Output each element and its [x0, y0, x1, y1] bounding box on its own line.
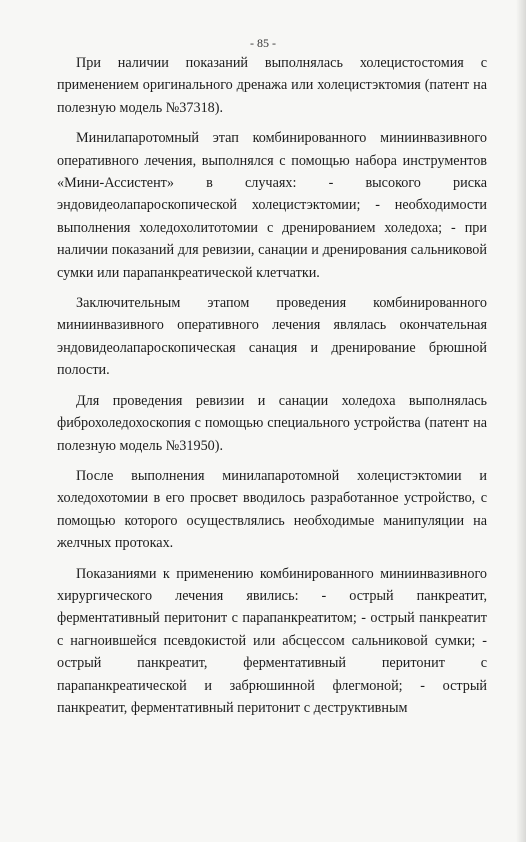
paragraph-text: Минилапаротомный этап комбинированного миниинвазивного оперативного лечения, выполнялся с помощью набора инструментов «Мини-Ассистент» в случаях: - высокого риска эндовидеолапароскопической холецистэктомии; - необходимости выполнения холедохолитотомии с дренированием холедоха; - при наличии показаний для ревизии, санации и дренирования сальниковой сумки или парапанкреатической клетчатки. — [57, 130, 487, 281]
paragraph — [57, 563, 487, 720]
paragraph-text: Показаниями к применению комбинированного миниинвазивного хирургического лечения явились: - острый панкреатит, ферментативный перитонит с парапанкреатитом; - острый панкреатит с нагноившейся псевдокистой или абсцессом сальниковой сумки; - острый панкреатит, ферментативный перитонит с парапанкреатической и забрюшинной флегмоной; - острый панкреатит, ферментативный перитонит с деструктивным — [57, 565, 487, 716]
paragraph — [57, 52, 487, 119]
paragraph-text: После выполнения минилапаротомной холецистэктомии и холедохотомии в его просвет вводилось разработанное устройство, с помощью которого осуществлялись необходимые манипуляции на желчных протоках. — [57, 467, 487, 552]
paragraph — [57, 465, 487, 555]
paragraph — [57, 127, 487, 284]
scan-edge-shadow — [516, 0, 526, 842]
document-body — [57, 52, 487, 719]
page-number: - 85 - — [250, 36, 276, 50]
paragraph-text: При наличии показаний выполнялась холецистостомия с применением оригинального дренажа или холецистэктомия (патент на полезную модель №37318). — [57, 55, 487, 116]
paragraph-text: Заключительным этапом проведения комбинированного миниинвазивного оперативного лечения являлась окончательная эндовидеолапароскопическая санация и дренирование брюшной полости. — [57, 295, 487, 379]
paragraph-text: Для проведения ревизии и санации холедоха выполнялась фиброхоледохоскопия с помощью специального устройства (патент на полезную модель №31950). — [57, 392, 487, 454]
paragraph — [57, 390, 487, 457]
paragraph — [57, 292, 487, 382]
